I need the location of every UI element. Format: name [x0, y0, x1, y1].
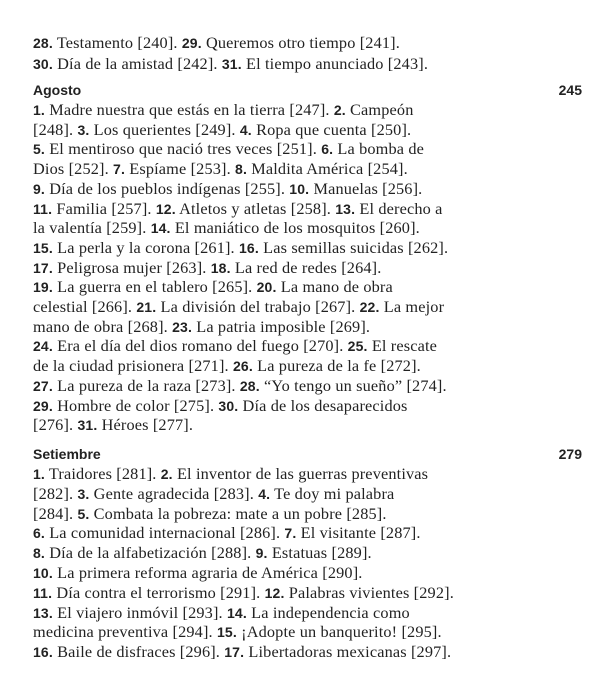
entry-title: Combata la pobreza: mate a un pobre [285].	[89, 503, 387, 523]
entry-number: 19.	[33, 279, 53, 296]
entry-title: Palabras vivientes [292].	[284, 582, 454, 602]
entry-number: 31.	[221, 56, 242, 72]
entry-number: 28.	[33, 35, 53, 51]
entry-number: 12.	[264, 584, 285, 601]
toc-line	[33, 218, 420, 237]
section-header-setiembre	[33, 446, 582, 462]
entry-title: La primera reforma agraria de América [290].	[52, 563, 363, 582]
toc-line	[33, 336, 437, 355]
entry-title: Familia [257].	[52, 198, 156, 218]
entry-number: 14.	[150, 220, 171, 237]
entry-number: 11.	[33, 200, 53, 217]
entry-number: 6.	[33, 525, 45, 542]
entry-title: La pureza de la fe [272].	[252, 356, 421, 376]
entry-title: El maniático de los mosquitos [260].	[170, 218, 420, 238]
entry-title: La perla y la corona [261].	[52, 237, 239, 257]
entry-title: La pureza de la raza [273].	[52, 375, 240, 395]
toc-line	[33, 642, 451, 661]
entry-number: 16.	[33, 644, 53, 661]
entry-title: celestial [266].	[33, 297, 137, 316]
entry-number: 7.	[113, 161, 126, 178]
entry-number: 7.	[284, 525, 297, 542]
toc-line	[33, 356, 421, 375]
entry-number: 26.	[232, 358, 253, 375]
entry-title: Hombre de color [275].	[52, 395, 219, 415]
entry-title: [276].	[33, 415, 78, 435]
entry-number: 11.	[33, 584, 53, 601]
entry-number: 17.	[33, 259, 53, 276]
toc-line	[33, 563, 363, 582]
entry-title: “Yo tengo un sueño” [274].	[259, 375, 447, 395]
toc-line	[33, 100, 413, 119]
toc-line	[33, 54, 428, 73]
entry-title: La bomba de	[333, 139, 425, 159]
entry-number: 12.	[155, 200, 176, 217]
entry-number: 5.	[77, 505, 90, 522]
toc-line	[33, 258, 381, 277]
entry-number: 24.	[33, 338, 53, 355]
entry-number: 27.	[33, 377, 53, 394]
entry-title: Día de los desaparecidos	[238, 395, 408, 415]
section-title: Setiembre	[33, 446, 101, 462]
entry-title: La mano de obra	[276, 277, 393, 297]
entry-number: 18.	[210, 259, 231, 276]
entry-number: 1.	[33, 466, 45, 482]
toc-line	[33, 33, 400, 52]
toc-line	[33, 396, 408, 415]
toc-line	[33, 622, 442, 641]
entry-number: 3.	[77, 121, 90, 138]
entry-title: de la ciudad prisionera [271].	[33, 356, 233, 376]
section-page-number: 279	[558, 446, 582, 462]
entry-number: 29.	[181, 35, 202, 51]
toc-line	[33, 238, 448, 257]
entry-number: 22.	[359, 299, 380, 315]
entry-number: 16.	[239, 239, 259, 256]
entry-title: La mejor	[379, 297, 445, 316]
entry-title: [284].	[33, 503, 78, 523]
toc-line	[33, 484, 394, 503]
entry-number: 14.	[227, 604, 247, 621]
toc-line	[33, 120, 411, 139]
entry-title: Madre nuestra que estás en la tierra [247].	[44, 100, 334, 119]
entry-number: 8.	[235, 161, 248, 178]
toc-line	[33, 603, 410, 622]
toc-line	[33, 464, 428, 483]
toc-line	[33, 139, 424, 158]
entry-title: La independencia como	[246, 602, 410, 622]
toc-line	[33, 159, 408, 178]
entry-title: Queremos otro tiempo [241].	[201, 33, 400, 52]
entry-number: 4.	[239, 121, 252, 138]
toc-line	[33, 297, 444, 316]
entry-title: [248].	[33, 119, 78, 139]
entry-title: Día de la alfabetización [288].	[44, 543, 256, 563]
entry-title: La división del trabajo [267].	[156, 297, 360, 316]
entry-title: El viajero inmóvil [293].	[52, 602, 227, 622]
entry-title: la valentía [259].	[33, 218, 151, 238]
entry-title: El rescate	[367, 336, 438, 356]
entry-title: Traidores [281].	[44, 464, 161, 483]
entry-number: 17.	[224, 644, 245, 661]
entry-number: 13.	[33, 604, 53, 621]
entry-number: 6.	[321, 141, 334, 158]
entry-number: 29.	[33, 397, 53, 414]
entry-title: Día contra el terrorismo [291].	[52, 582, 265, 602]
entry-title: Manuelas [256].	[309, 178, 423, 198]
entry-title: mano de obra [268].	[33, 316, 173, 336]
entry-title: Peligrosa mujer [263].	[52, 257, 211, 277]
entry-number: 25.	[347, 338, 368, 355]
entry-title: Atletos y atletas [258].	[175, 198, 336, 218]
entry-title: Campeón	[345, 100, 414, 119]
entry-title: La patria imposible [269].	[192, 316, 371, 336]
entry-number: 21.	[136, 299, 157, 315]
toc-line	[33, 199, 443, 218]
entry-title: Baile de disfraces [296].	[52, 642, 225, 662]
entry-number: 1.	[33, 102, 45, 118]
entry-number: 15.	[216, 624, 237, 641]
entry-title: [282].	[33, 483, 78, 503]
toc-line	[33, 504, 387, 523]
entry-title: Era el día del dios romano del fuego [270].	[52, 336, 348, 356]
entry-title: La comunidad internacional [286].	[44, 523, 285, 543]
entry-title: El inventor de las guerras preventivas	[172, 464, 429, 483]
entry-number: 5.	[33, 141, 45, 158]
entry-number: 30.	[218, 397, 239, 414]
entry-number: 3.	[77, 485, 90, 502]
entry-title: Espíame [253].	[125, 159, 236, 179]
section-title: Agosto	[33, 82, 82, 98]
entry-title: ¡Adopte un banquerito! [295].	[236, 622, 442, 642]
entry-number: 2.	[160, 466, 173, 482]
entry-number: 9.	[255, 545, 268, 562]
entry-title: medicina preventiva [294].	[33, 622, 217, 642]
toc-line	[33, 317, 370, 336]
section-header-agosto	[33, 82, 582, 98]
entry-number: 30.	[33, 56, 53, 72]
entry-number: 10.	[33, 565, 53, 581]
entry-title: Testamento [240].	[52, 33, 182, 52]
entry-number: 20.	[256, 279, 277, 296]
entry-number: 8.	[33, 545, 45, 562]
entry-title: La red de redes [264].	[230, 257, 382, 277]
toc-line	[33, 583, 454, 602]
toc-line	[33, 415, 193, 434]
entry-title: Ropa que cuenta [250].	[251, 119, 412, 139]
entry-number: 10.	[289, 180, 310, 197]
entry-number: 4.	[258, 485, 271, 502]
entry-title: El derecho a	[355, 198, 443, 218]
entry-number: 28.	[239, 377, 260, 394]
entry-title: Maldita América [254].	[247, 159, 408, 179]
section-page-number: 245	[558, 82, 582, 98]
toc-line	[33, 179, 422, 198]
entry-title: El tiempo anunciado [243].	[241, 54, 429, 73]
entry-number: 23.	[172, 318, 193, 335]
toc-line	[33, 277, 393, 296]
toc-line	[33, 376, 447, 395]
entry-number: 13.	[335, 200, 356, 217]
entry-title: Día de la amistad [242].	[52, 54, 222, 73]
entry-number: 9.	[33, 180, 45, 197]
entry-title: Estatuas [289].	[267, 543, 372, 563]
entry-title: Gente agradecida [283].	[89, 483, 259, 503]
entry-title: Dios [252].	[33, 159, 114, 179]
entry-title: El mentiroso que nació tres veces [251].	[44, 139, 322, 159]
entry-title: El visitante [287].	[296, 523, 421, 543]
entry-title: Día de los pueblos indígenas [255].	[44, 178, 290, 198]
entry-number: 15.	[33, 239, 53, 256]
entry-title: Las semillas suicidas [262].	[258, 237, 449, 257]
toc-line	[33, 523, 421, 542]
entry-title: Te doy mi palabra	[270, 483, 395, 503]
entry-title: Héroes [277].	[97, 415, 194, 435]
entry-title: La guerra en el tablero [265].	[52, 277, 257, 297]
entry-number: 2.	[333, 102, 346, 118]
entry-title: Los querientes [249].	[89, 119, 240, 139]
entry-title: Libertadoras mexicanas [297].	[244, 642, 452, 662]
entry-number: 31.	[77, 417, 98, 434]
toc-line	[33, 543, 372, 562]
